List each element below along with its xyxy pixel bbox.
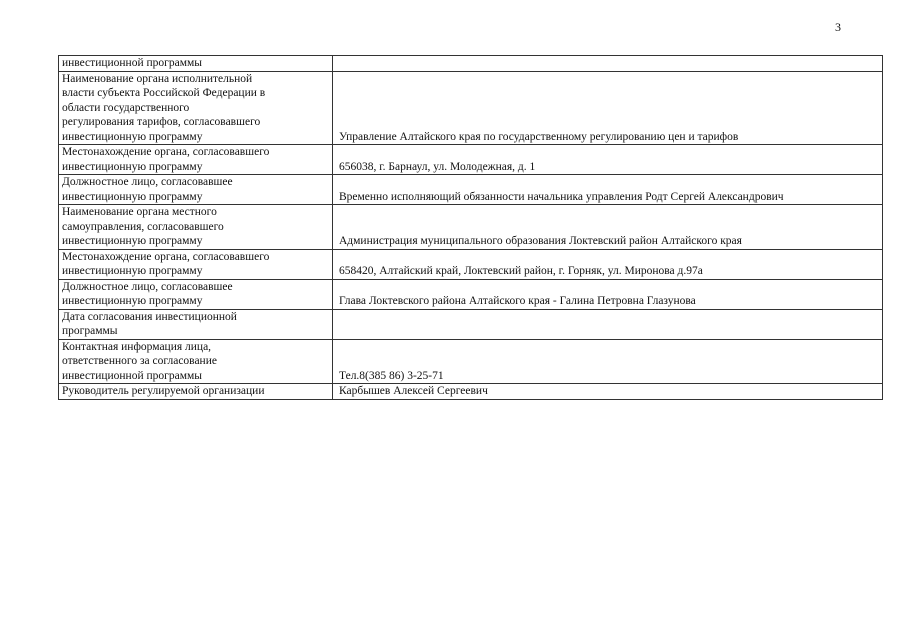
table-row	[59, 384, 883, 400]
row-label: Должностное лицо, согласовавшее инвестиционную программу	[59, 175, 333, 205]
table-row	[59, 205, 883, 250]
table-row	[59, 339, 883, 384]
row-label: Руководитель регулируемой организации	[59, 384, 333, 400]
row-label: инвестиционной программы	[59, 56, 333, 72]
row-label: Дата согласования инвестиционной программы	[59, 309, 333, 339]
table-row	[59, 309, 883, 339]
row-label: Местонахождение органа, согласовавшего инвестиционную программу	[59, 145, 333, 175]
page-number: 3	[835, 20, 841, 34]
row-label: Местонахождение органа, согласовавшего инвестиционную программу	[59, 249, 333, 279]
row-value: 658420, Алтайский край, Локтевский район, г. Горняк, ул. Миронова д.97а	[333, 249, 883, 279]
table-row	[59, 145, 883, 175]
row-value: 656038, г. Барнаул, ул. Молодежная, д. 1	[333, 145, 883, 175]
table-row	[59, 279, 883, 309]
table-row	[59, 175, 883, 205]
row-value	[333, 56, 883, 72]
row-value: Временно исполняющий обязанности начальника управления Родт Сергей Александрович	[333, 175, 883, 205]
table-row	[59, 56, 883, 72]
row-value: Карбышев Алексей Сергеевич	[333, 384, 883, 400]
row-value: Глава Локтевского района Алтайского края - Галина Петровна Глазунова	[333, 279, 883, 309]
row-value: Управление Алтайского края по государственному регулированию цен и тарифов	[333, 71, 883, 145]
investment-program-info-table	[58, 55, 883, 400]
table-row	[59, 71, 883, 145]
row-label: Наименование органа местного самоуправления, согласовавшего инвестиционную программу	[59, 205, 333, 250]
row-label: Должностное лицо, согласовавшее инвестиционную программу	[59, 279, 333, 309]
row-value: Администрация муниципального образования Локтевский район Алтайского края	[333, 205, 883, 250]
row-label: Контактная информация лица, ответственного за согласование инвестиционной программы	[59, 339, 333, 384]
row-value	[333, 309, 883, 339]
row-label: Наименование органа исполнительной власти субъекта Российской Федерации в области государственного регулирования тарифов, согласовавшего инвестиционную программу	[59, 71, 333, 145]
row-value: Тел.8(385 86) 3-25-71	[333, 339, 883, 384]
table-row	[59, 249, 883, 279]
